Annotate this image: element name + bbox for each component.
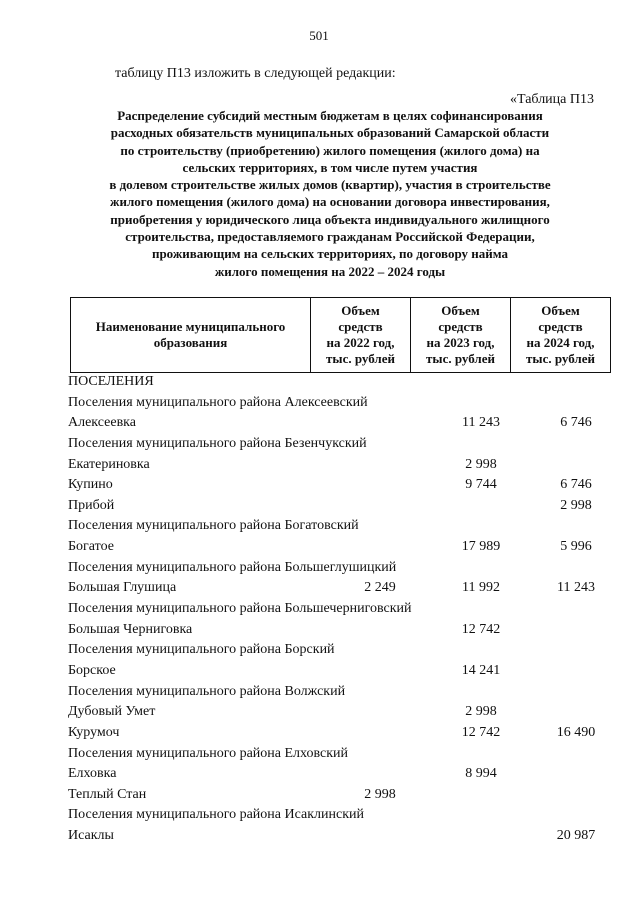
table-row (68, 372, 613, 393)
table-row (68, 599, 613, 620)
value-2024: 6 746 (560, 477, 592, 493)
table-row (68, 640, 613, 661)
title-line: жилого помещения (жилого дома) на основании договора инвестирования, (110, 194, 550, 210)
title-line: расходных обязательств муниципальных образований Самарской области (110, 125, 550, 141)
municipality-name: Поселения муниципального района Борский (68, 642, 335, 658)
value-2023: 2 998 (465, 704, 497, 720)
value-2023: 11 243 (462, 415, 500, 431)
table-row (68, 475, 613, 496)
table-row (68, 744, 613, 765)
header-cell (311, 298, 411, 373)
table-row (68, 764, 613, 785)
table-row (68, 723, 613, 744)
value-2023: 8 994 (465, 766, 497, 782)
value-2022: 2 998 (364, 786, 396, 802)
table-row (68, 496, 613, 517)
municipality-name: Елховка (68, 766, 117, 782)
table-row (68, 393, 613, 414)
municipality-name: Большая Черниговка (68, 621, 193, 637)
municipality-name: Борское (68, 662, 116, 678)
title-line: сельских территориях, в том числе путем участия (182, 159, 478, 175)
municipality-name: Богатое (68, 539, 114, 555)
municipality-name: Поселения муниципального района Богатовский (68, 518, 359, 534)
header-cell-line: средств (538, 319, 583, 334)
table-row (68, 702, 613, 723)
municipality-name: ПОСЕЛЕНИЯ (68, 374, 154, 389)
value-2023: 2 998 (465, 456, 497, 472)
title-line: Распределение субсидий местным бюджетам в целях софинансирования (117, 108, 543, 123)
header-cell-line: Объем (541, 303, 580, 318)
municipality-name: Екатериновка (68, 456, 150, 472)
value-2024: 6 746 (560, 415, 592, 431)
municipality-name: Поселения муниципального района Волжский (68, 683, 346, 699)
municipality-name: Поселения муниципального района Исаклинский (68, 807, 364, 823)
value-2023: 9 744 (465, 477, 497, 493)
value-2023: 12 742 (461, 724, 501, 740)
value-2023: 12 742 (461, 621, 501, 637)
header-cell-line: тыс. рублей (526, 351, 595, 366)
table-row (68, 434, 613, 455)
value-2024: 2 998 (560, 497, 592, 513)
header-cell-line: Объем (441, 303, 480, 318)
table-row (68, 558, 613, 579)
table-row (68, 455, 613, 476)
header-cell-line: тыс. рублей (426, 351, 495, 366)
municipality-name: Поселения муниципального района Елховский (68, 745, 349, 761)
header-cell-line: Наименование муниципального (95, 319, 286, 334)
value-2022: 2 249 (364, 580, 396, 596)
header-cell (411, 298, 511, 373)
title-line: приобретения у юридического лица объекта индивидуального жилищного (110, 211, 550, 227)
header-row (71, 298, 611, 373)
page-number: 501 (309, 28, 329, 43)
municipality-name: Теплый Стан (68, 786, 147, 802)
municipality-name: Алексеевка (68, 415, 136, 431)
title-line: по строительству (приобретению) жилого помещения (жилого дома) на (120, 142, 540, 158)
municipality-name: Поселения муниципального района Большечерниговский (68, 601, 412, 617)
value-2023: 14 241 (461, 662, 501, 678)
value-2023: 17 989 (461, 539, 501, 555)
table-reference: «Таблица П13 (510, 92, 594, 107)
header-cell-line: средств (438, 319, 483, 334)
title-line: строительства, предоставляемого гражданам Российской Федерации, (125, 229, 535, 245)
value-2024: 20 987 (556, 828, 596, 844)
table-row (68, 516, 613, 537)
municipality-name: Поселения муниципального района Алексеевский (68, 394, 368, 410)
municipality-name: Поселения муниципального района Большеглушицкий (68, 559, 397, 575)
value-2023: 11 992 (462, 580, 500, 596)
municipality-name: Курумоч (68, 724, 120, 740)
table-row (68, 620, 613, 641)
header-cell-line: на 2022 год, (326, 335, 395, 350)
table-row (68, 537, 613, 558)
value-2024: 5 996 (560, 539, 592, 555)
header-cell-line: Объем (341, 303, 380, 318)
header-cell-line: на 2023 год, (426, 335, 495, 350)
table-row (68, 578, 613, 599)
intro-text: таблицу П13 изложить в следующей редакции: (115, 66, 396, 81)
table-row (68, 661, 613, 682)
table-body (68, 372, 613, 847)
header-cell-line: на 2024 год, (526, 335, 595, 350)
title-line: в долевом строительстве жилых домов (квартир), участия в строительстве (109, 177, 551, 193)
table-row (68, 805, 613, 826)
title-line: жилого помещения на 2022 – 2024 годы (214, 263, 446, 279)
municipality-name: Поселения муниципального района Безенчукский (68, 435, 367, 451)
value-2024: 16 490 (556, 724, 596, 740)
table-header (70, 297, 611, 373)
municipality-name: Купино (68, 477, 113, 493)
header-cell-line: образования (153, 335, 228, 350)
municipality-name: Исаклы (68, 828, 114, 844)
document-title (60, 107, 600, 280)
value-2024: 11 243 (557, 580, 595, 596)
table-row (68, 413, 613, 434)
municipality-name: Дубовый Умет (68, 704, 156, 720)
table-row (68, 826, 613, 847)
table-row (68, 682, 613, 703)
municipality-name: Прибой (68, 497, 115, 513)
municipality-name: Большая Глушица (68, 580, 177, 596)
header-cell-line: тыс. рублей (326, 351, 395, 366)
title-line: проживающим на сельских территориях, по договору найма (151, 246, 509, 262)
table-row (68, 785, 613, 806)
header-cell-line: средств (338, 319, 383, 334)
header-cell (511, 298, 611, 373)
header-cell (71, 298, 311, 373)
